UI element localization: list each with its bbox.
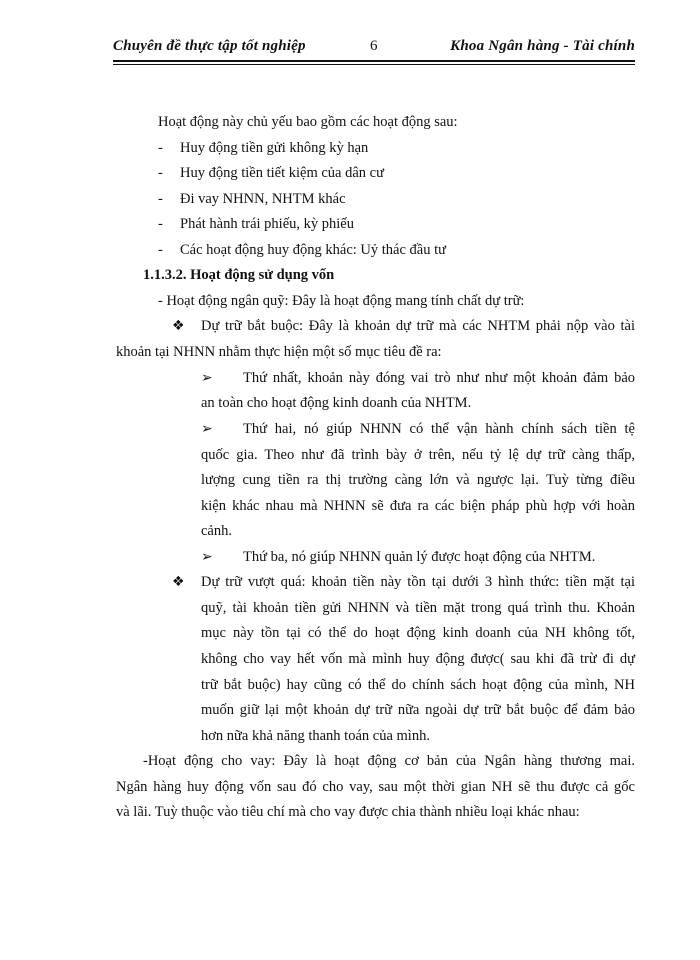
excess-reserve-line: mục này tồn tại có thể do hoạt động kinh doanh của NH không tốt, <box>201 625 635 641</box>
list-item: Phát hành trái phiếu, kỳ phiếu <box>180 216 354 232</box>
arrow-bullet-icon: ➢ <box>201 370 213 386</box>
arrow-point-line: cảnh. <box>201 523 232 539</box>
arrow-bullet-icon: ➢ <box>201 421 213 437</box>
treasury-intro: - Hoạt động ngân quỹ: Đây là hoạt động mang tính chất dự trữ: <box>158 293 525 309</box>
arrow-point-line: kiện khác nhau mà NHNN sẽ đưa ra các biện pháp phù hợp với hoàn <box>201 498 635 514</box>
intro-text: Hoạt động này chủ yếu bao gồm các hoạt động sau: <box>158 114 458 130</box>
list-dash: - <box>158 165 163 181</box>
header-rule-thick <box>113 60 635 62</box>
excess-reserve-line: trữ bắt buộc) hay cũng có thể do chính sách hoạt động của mình, NH <box>201 677 635 693</box>
lending-paragraph-line: và lãi. Tuỳ thuộc vào tiêu chí mà cho vay được chia thành nhiều loại khác nhau: <box>116 804 580 820</box>
required-reserve-line: Dự trữ bắt buộc: Đây là khoản dự trữ mà các NHTM phải nộp vào tài <box>201 318 635 334</box>
list-item: Huy động tiền gửi không kỳ hạn <box>180 140 369 156</box>
arrow-point-line: Thứ nhất, khoản này đóng vai trò như như một khoản đảm bảo <box>243 370 635 386</box>
page-header <box>113 38 635 60</box>
diamond-bullet-icon: ❖ <box>172 318 185 334</box>
excess-reserve-line: hơn nữa khả năng thanh toán của mình. <box>201 728 430 744</box>
excess-reserve-line: quỹ, tài khoản tiền gửi NHNN và tiền mặt trong quá trình thu. Khoản <box>201 600 635 616</box>
header-left-title: Chuyên đề thực tập tốt nghiệp <box>113 38 306 54</box>
arrow-point-line: Thứ ba, nó giúp NHNN quản lý được hoạt động của NHTM. <box>243 549 596 565</box>
list-dash: - <box>158 140 163 156</box>
list-dash: - <box>158 216 163 232</box>
arrow-point-line: lượng cung tiền ra thị trường càng lớn và ngược lại. Tuỳ từng điều <box>201 472 635 488</box>
header-rule-thin <box>113 64 635 65</box>
list-item: Các hoạt động huy động khác: Uỷ thác đầu tư <box>180 242 446 258</box>
section-heading: 1.1.3.2. Hoạt động sử dụng vốn <box>143 267 335 283</box>
list-item: Đi vay NHNN, NHTM khác <box>180 191 346 207</box>
arrow-bullet-icon: ➢ <box>201 549 213 565</box>
excess-reserve-line: không cho vay hết vốn mà mình huy động được( sau khi đã trừ đi dự <box>201 651 635 667</box>
excess-reserve-line: muốn giữ lại một khoản dự trữ nữa ngoài dự trữ bắt buộc để đảm bảo <box>201 702 635 718</box>
list-item: Huy động tiền tiết kiệm của dân cư <box>180 165 384 181</box>
list-dash: - <box>158 242 163 258</box>
page-number: 6 <box>370 38 378 54</box>
arrow-point-line: Thứ hai, nó giúp NHNN có thể vận hành chính sách tiền tệ <box>243 421 635 437</box>
required-reserve-line: khoản tại NHNN nhằm thực hiện một số mục tiêu đề ra: <box>116 344 442 360</box>
excess-reserve-line: Dự trữ vượt quá: khoản tiền này tồn tại dưới 3 hình thức: tiền mặt tại <box>201 574 635 590</box>
arrow-point-line: an toàn cho hoạt động kinh doanh của NHTM. <box>201 395 472 411</box>
list-dash: - <box>158 191 163 207</box>
arrow-point-line: quốc gia. Theo như đã trình bày ở trên, nếu tỷ lệ dự trữ càng thấp, <box>201 447 635 463</box>
header-right-title: Khoa Ngân hàng - Tài chính <box>450 38 635 54</box>
lending-paragraph-line: Ngân hàng huy động vốn sau đó cho vay, sau một thời gian NH sẽ thu được cả gốc <box>116 779 635 795</box>
diamond-bullet-icon: ❖ <box>172 574 185 590</box>
lending-paragraph-line: -Hoạt động cho vay: Đây là hoạt động cơ bản của Ngân hàng thương mai. <box>143 753 635 769</box>
